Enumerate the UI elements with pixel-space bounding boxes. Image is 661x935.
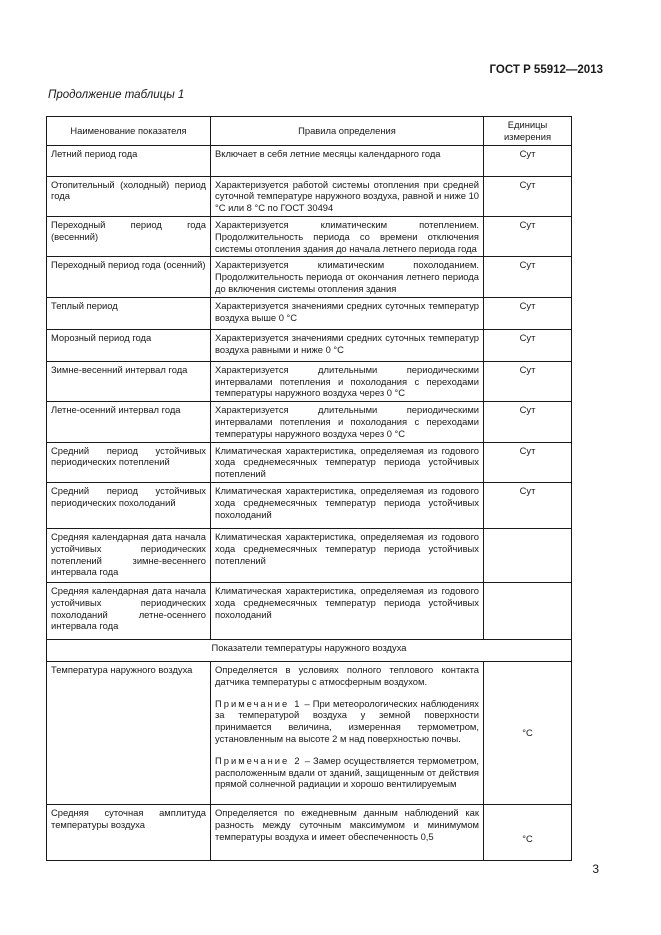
- indicator-name: Переходный период года (осенний): [47, 257, 211, 297]
- table-row: [47, 216, 572, 256]
- indicator-unit: Сут: [484, 257, 572, 297]
- section-header-row: [47, 639, 572, 661]
- indicator-name: Летне-осенний интервал года: [47, 402, 211, 442]
- indicator-rule: Климатическая характеристика, определяемая из годового хода среднемесячных температур периода устойчивых похолоданий: [211, 482, 484, 528]
- note-1-label: Примечание 1: [215, 697, 302, 709]
- indicator-rule: Характеризуется климатическим потеплением. Продолжительность периода со времени отключения системы отопления здания до начала летнего периода года: [211, 216, 484, 256]
- indicator-unit: Сут: [484, 216, 572, 256]
- indicator-rule: Характеризуется длительными периодическими интервалами потепления и похолодания с переходами температуры наружного воздуха через 0 °С: [211, 402, 484, 442]
- column-header-rule: Правила определения: [211, 117, 484, 146]
- indicator-rule: Характеризуется длительными периодическими интервалами потепления и похолодания с переходами температуры наружного воздуха через 0 °С: [211, 361, 484, 401]
- indicator-rule: Характеризуется климатическим похолоданием. Продолжительность периода от окончания летнего периода до включения системы отопления здания: [211, 257, 484, 297]
- indicator-rule: Определяется по ежедневным данным наблюдений как разность между суточным максимумом и минимумом температуры воздуха и имеет обеспеченность 0,5: [211, 804, 484, 860]
- standard-code: ГОСТ Р 55912—2013: [489, 64, 603, 76]
- table-row: [47, 145, 572, 176]
- indicator-unit: Сут: [484, 176, 572, 216]
- indicator-unit: Сут: [484, 297, 572, 329]
- indicator-name: Средняя суточная амплитуда температуры воздуха: [47, 804, 211, 860]
- indicator-rule: Климатическая характеристика, определяемая из годового хода среднемесячных температур периода устойчивых похолоданий: [211, 582, 484, 639]
- column-header-unit: Единицы измерения: [484, 117, 572, 146]
- indicator-rule: Климатическая характеристика, определяемая из годового хода среднемесячных температур периода устойчивых потеплений: [211, 528, 484, 582]
- indicator-name: Средняя календарная дата начала устойчивых периодических потеплений зимне-весеннего интервала года: [47, 528, 211, 582]
- section-title: Показатели температуры наружного воздуха: [47, 639, 572, 661]
- rule-main-text: Определяется в условиях полного теплового контакта датчика температуры с атмосферным воздухом.: [215, 663, 479, 687]
- table-row: [47, 329, 572, 361]
- table-header-row: [47, 117, 572, 146]
- indicators-table: [46, 116, 572, 861]
- indicator-unit: Сут: [484, 145, 572, 176]
- indicator-unit: [484, 528, 572, 582]
- indicator-rule: Характеризуется работой системы отопления при средней суточной температуре наружного воздуха, равной и ниже 10 °С или 8 °С по ГОСТ 30494: [211, 176, 484, 216]
- indicator-name: Средний период устойчивых периодических похолоданий: [47, 482, 211, 528]
- table-row: [47, 482, 572, 528]
- table-row: [47, 176, 572, 216]
- indicator-name: Средний период устойчивых периодических потеплений: [47, 442, 211, 482]
- indicator-unit: Сут: [484, 329, 572, 361]
- table-continuation-caption: Продолжение таблицы 1: [48, 89, 185, 101]
- indicator-rule: Характеризуется значениями средних суточных температур воздуха равными и ниже 0 °С: [211, 329, 484, 361]
- note-2-text: – Замер осуществляется термометром, расположенным вдали от зданий, защищенным от действия прямой солнечной радиации и хорошо вентилируемым: [215, 754, 479, 790]
- indicator-rule: [211, 661, 484, 804]
- indicator-unit: [484, 582, 572, 639]
- table-row: [47, 297, 572, 329]
- indicator-name: Отопительный (холодный) период года: [47, 176, 211, 216]
- table-row: [47, 804, 572, 860]
- indicator-unit: °С: [484, 661, 572, 804]
- table-row: [47, 361, 572, 401]
- note-2: [215, 755, 479, 790]
- note-2-label: Примечание 2: [215, 754, 302, 766]
- table-row: [47, 442, 572, 482]
- column-header-name: Наименование показателя: [47, 117, 211, 146]
- indicator-name: Теплый период: [47, 297, 211, 329]
- indicator-name: Морозный период года: [47, 329, 211, 361]
- indicator-name: Зимне-весенний интервал года: [47, 361, 211, 401]
- table-row: [47, 661, 572, 804]
- note-1: [215, 698, 479, 745]
- indicator-name: Температура наружного воздуха: [47, 661, 211, 804]
- indicator-name: Летний период года: [47, 145, 211, 176]
- page-number: 3: [592, 862, 599, 876]
- indicator-unit: Сут: [484, 482, 572, 528]
- indicator-unit: °С: [484, 804, 572, 860]
- indicator-unit: Сут: [484, 402, 572, 442]
- indicator-unit: Сут: [484, 442, 572, 482]
- indicator-rule: Характеризуется значениями средних суточных температур воздуха выше 0 °С: [211, 297, 484, 329]
- indicator-rule: Климатическая характеристика, определяемая из годового хода среднемесячных температур периода устойчивых потеплений: [211, 442, 484, 482]
- indicator-rule: Включает в себя летние месяцы календарного года: [211, 145, 484, 176]
- table-row: [47, 257, 572, 297]
- note-1-text: – При метеорологических наблюдениях за температурой воздуха у земной поверхности принимается величина, измеренная термометром, установленным на высоте 2 м над поверхностью почвы.: [215, 697, 479, 744]
- indicator-name: Переходный период года (весенний): [47, 216, 211, 256]
- indicator-name: Средняя календарная дата начала устойчивых периодических похолоданий летне-осеннего интервала года: [47, 582, 211, 639]
- table-row: [47, 528, 572, 582]
- indicator-unit: Сут: [484, 361, 572, 401]
- table-row: [47, 402, 572, 442]
- table-row: [47, 582, 572, 639]
